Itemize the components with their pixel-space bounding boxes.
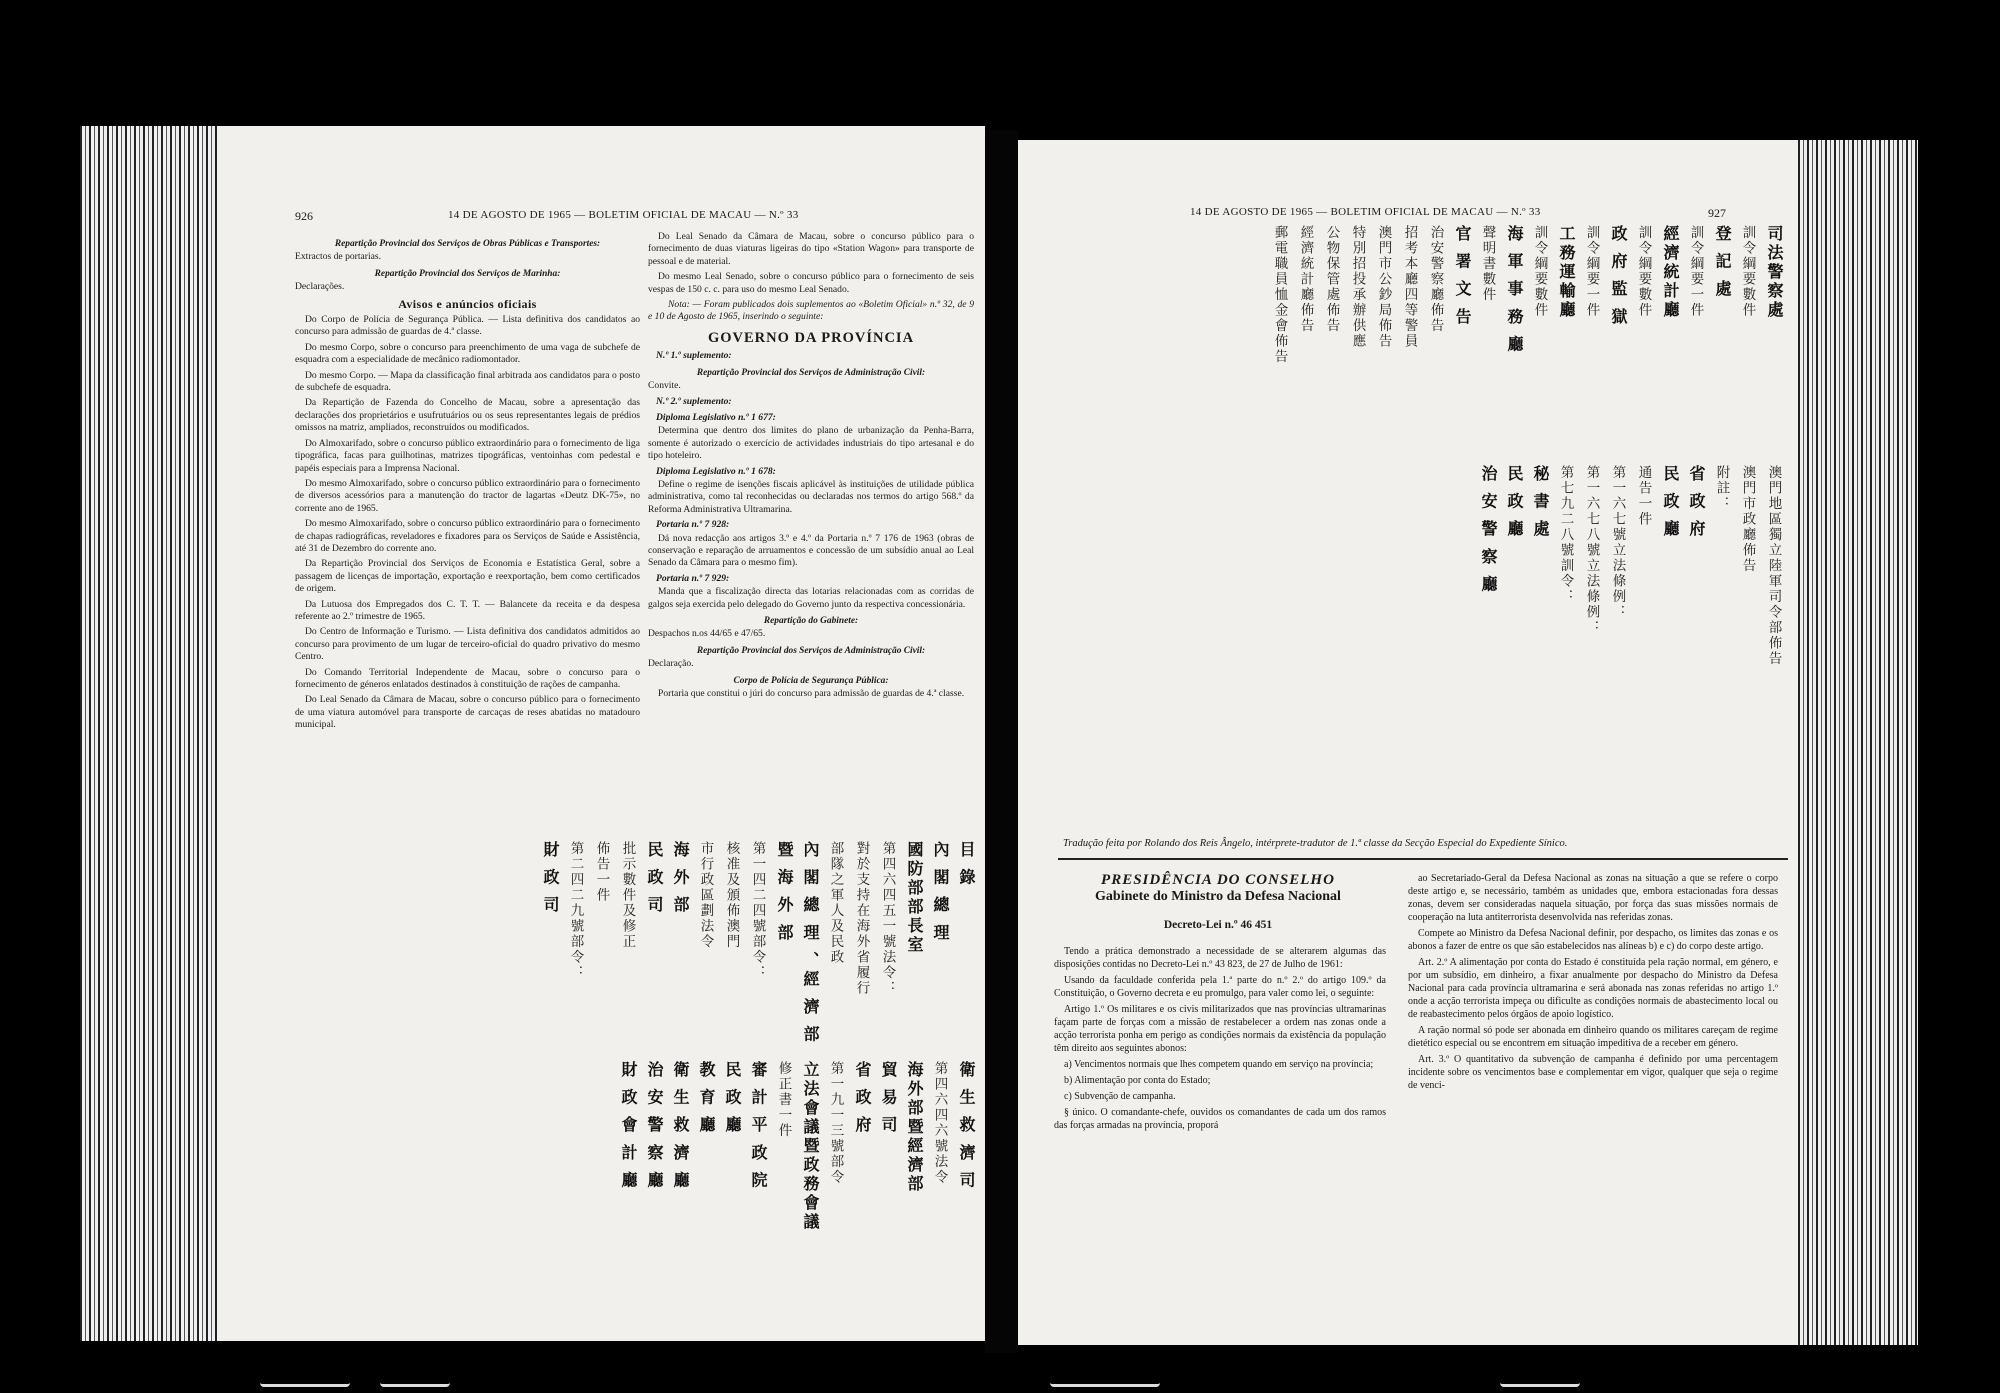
chinese-heading: 治 安 警 察 廳: [1479, 465, 1498, 595]
lbl-line: N.º 1.º suplemento:: [656, 350, 732, 362]
chinese-heading: 海 軍 事 務 廳: [1505, 225, 1524, 355]
chinese-text-column: 對於支持在海外省履行: [853, 841, 870, 996]
chinese-heading: 秘 書 處: [1531, 465, 1550, 540]
chinese-text-column: 部隊之軍人及民政: [827, 841, 844, 965]
paragraph: Tendo a prática demonstrado a necessidade de se alterarem algumas das disposições contidas no Decreto-Lei n.º 43 823, de 27 de Julho de 1961:: [1054, 946, 1386, 970]
chinese-text-lower: [1028, 465, 1788, 705]
scan-artifact: [1050, 1372, 1160, 1387]
left-page: [80, 126, 985, 1341]
chinese-heading: 財 政 會 計 廳: [619, 1061, 638, 1191]
heading-line: Avisos e anúncios oficiais: [398, 296, 537, 311]
paragraph: Do mesmo Corpo. — Mapa da classificação final arbitrada aos candidatos para o posto de subchefe de esquadra.: [295, 369, 640, 394]
chinese-heading: 貿 易 司: [879, 1061, 898, 1136]
lbl-line: Diploma Legislativo n.º 1 678:: [656, 465, 776, 477]
paragraph: Manda que a fiscalização directa das lotarias relacionadas com as corridas de galgos seja exercida pelo delegado do Governo junto da respectiva concessionária.: [648, 586, 974, 610]
chinese-text-column: 特別招投承辦供應: [1349, 225, 1366, 349]
chinese-text-column: 訓令綱要數件: [1531, 225, 1548, 318]
chinese-heading: 民 政 廳: [1661, 465, 1680, 540]
paragraph: Do Leal Senado da Câmara de Macau, sobre o concurso público para o fornecimento de uma viatura automóvel para transporte de carcaças de reses abatidas no matadouro municipal.: [295, 694, 640, 731]
paragraph: Art. 2.º A alimentação por conta do Estado é constituída pela ração normal, em género, e por um subsídio, em dinheiro, a fixar anualmente por despacho do Ministro da Defesa Nacional para cada província ultramarina e será abonada nas zonas referidas no artigo 1.º onde a acção terrorista impeça ou dificulte as condições normais de abastecimento local ou de reabastecimento pelos órgãos de apoio logístico.: [1408, 957, 1778, 1020]
presidencia-title: PRESIDÊNCIA DO CONSELHO: [1101, 872, 1335, 888]
chinese-heading: 教 育 廳: [697, 1061, 716, 1136]
decree-column-2: [1408, 872, 1778, 1095]
paragraph: Do mesmo Almoxarifado, sobre o concurso público extraordinário para o fornecimento de chapas radiográficas, reveladores e fixadores para os Serviços de Saúde e Assistência, até 31 de Dezembro do corrente ano.: [295, 518, 640, 554]
paragraph: Do Corpo de Polícia de Segurança Pública. — Lista definitiva dos candidatos ao concurso para admissão de guardas de 4.ª classe.: [295, 314, 640, 338]
paragraph: b) Alimentação por conta do Estado;: [1064, 1075, 1211, 1086]
chinese-text-column: 澳門市政廳佈告: [1739, 465, 1756, 574]
sub-line: Declarações.: [295, 281, 345, 293]
paragraph: Da Repartição Provincial dos Serviços de Economia e Estatística Geral, sobre a passagem de licenças de importação, exportação e reexportação, bem como certificados de origem.: [295, 558, 640, 595]
summary-column-1: [295, 234, 640, 735]
paragraph: Da Lutuosa dos Empregados dos C. T. T. — Balancete da receita e da despesa referente ao 2.º trimestre de 1965.: [295, 598, 640, 622]
lbl-line: Portaria n.º 7 928:: [656, 519, 730, 531]
chinese-text-column: 佈告一件: [593, 841, 610, 903]
paragraph: Do Almoxarifado, sobre o concurso público extraordinário para o fornecimento de liga tipográfica, facas para guilhotinas, matrizes tipográficas, ventoinhas com pedestal e papéis especiais para a Imprensa Nacional.: [295, 437, 640, 474]
chinese-heading: 省 政 府: [1687, 465, 1706, 540]
chinese-text-column: 第一九一三號部令: [827, 1061, 844, 1185]
chinese-heading: 登 記 處: [1713, 225, 1732, 300]
chinese-heading: 民 政 廳: [1505, 465, 1524, 540]
paragraph: a) Vencimentos normais que lhes competem quando em serviço na província;: [1064, 1059, 1374, 1070]
chinese-text-column: 批示數件及修正: [619, 841, 636, 950]
chinese-text-column: 第七九二八號訓令：: [1557, 465, 1574, 605]
chinese-heading: 暨 海 外 部: [775, 841, 794, 943]
rep-line: Repartição Provincial dos Serviços de Marinha:: [374, 268, 561, 279]
chinese-text-column: 第四六四五一號法令：: [879, 841, 896, 996]
right-page: [1018, 140, 1918, 1345]
paragraph: Portaria que constitui o júri do concurso para admissão de guardas de 4.ª classe.: [658, 688, 965, 699]
rep-line: Repartição Provincial dos Serviços de Obras Públicas e Transportes:: [334, 239, 601, 249]
chinese-heading: 內 閣 總 理: [931, 841, 950, 943]
decreto-title: Decreto-Lei n.º 46 451: [1163, 919, 1273, 931]
rep-line: Repartição Provincial dos Serviços de Administração Civil:: [696, 645, 926, 656]
chinese-text-upper: [1028, 225, 1788, 460]
chinese-text-column: 第四六四六號法令: [931, 1061, 948, 1185]
chinese-text-column: 市行政區劃法令: [697, 841, 714, 950]
chinese-heading: 衛 生 救 濟 廳: [671, 1061, 690, 1191]
chinese-heading: 民 政 司: [645, 841, 664, 916]
paragraph: § único. O comandante-chefe, ouvidos os comandantes de cada um dos ramos das forças armadas na província, proporá: [1054, 1107, 1386, 1131]
chinese-heading: 官 署 文 告: [1453, 225, 1472, 327]
chinese-heading: 民 政 廳: [723, 1061, 742, 1136]
chinese-text-column: 第一六七八號立法條例：: [1583, 465, 1600, 636]
chinese-heading: 司法警察處: [1765, 225, 1784, 320]
chinese-text-column: 經濟統計廳佈告: [1297, 225, 1314, 334]
chinese-heading: 工務運輸廳: [1557, 225, 1576, 320]
divider: [1058, 858, 1788, 860]
paragraph: Do Centro de Informação e Turismo. — Lista definitiva dos candidatos admitidos ao concurso para provimento de um lugar de terceiro-oficial do quadro privativo do mesmo Centro.: [295, 626, 640, 663]
chinese-heading: 省 政 府: [853, 1061, 872, 1136]
decree-header: [1048, 872, 1388, 931]
running-head: 14 DE AGOSTO DE 1965 — BOLETIM OFICIAL DE MACAU — N.º 33: [1190, 206, 1541, 218]
rep-line: Repartição do Gabinete:: [763, 615, 859, 626]
paragraph: Do Leal Senado da Câmara de Macau, sobre o concurso público para o fornecimento de duas viaturas ligeiras do tipo «Station Wagon» para transporte de pessoal e de material.: [648, 231, 974, 267]
gabinete-title: Gabinete do Ministro da Defesa Nacional: [1095, 889, 1341, 904]
chinese-heading: 海外部暨經濟部: [905, 1061, 924, 1194]
page-number: 926: [295, 209, 313, 223]
chinese-text-column: 郵電職員恤金會佈告: [1271, 225, 1288, 365]
book-gutter: [985, 130, 1018, 1360]
chinese-heading: 立法會議暨政務會議: [801, 1061, 820, 1232]
chinese-text-column: 訓令綱要一件: [1687, 225, 1704, 318]
paragraph: Do mesmo Leal Senado, sobre o concurso público para o fornecimento de seis vespas de 150 c. c. para uso do mesmo Leal Senado.: [648, 271, 974, 295]
paragraph: Da Repartição de Fazenda do Concelho de Macau, sobre a apresentação das declarações dos proprietários e usufrutuários ou os seus representantes legais de prédios omissos na matriz, ampliados, reconstruídos ou modificados.: [295, 397, 640, 434]
paragraph: Do Comando Territorial Independente de Macau, sobre o concurso para o fornecimento de géneros enlatados destinados à constituição de rações de campanha.: [295, 666, 640, 690]
paragraph: Nota: — Foram publicados dois suplementos ao «Boletim Oficial» n.º 32, de 9 e 10 de Agosto de 1965, inserindo o seguinte:: [648, 299, 974, 323]
chinese-text-column: 澳門市公鈔局佈告: [1375, 225, 1392, 349]
chinese-heading: 審 計 平 政 院: [749, 1061, 768, 1191]
paragraph: A ração normal só pode ser abonada em dinheiro quando os militares careçam de regime dietético especial ou se encontrem em situação impeditiva de a receber em género.: [1408, 1025, 1778, 1049]
page-number: 927: [1708, 206, 1726, 220]
scan-artifact: [380, 1372, 450, 1387]
chinese-heading: 內 閣 總 理 、經 濟 部: [801, 841, 820, 1045]
paragraph: ao Secretariado-Geral da Defesa Nacional as zonas na situação a que se refere o corpo deste artigo e, se necessário, também as unidades que, embora estacionadas fora dessas zonas, devem ser consideradas naquela situação, por força das suas missões normais de cooperação na luta antiterrorista desenvolvida nas referidas zonas.: [1408, 873, 1778, 923]
chinese-heading: 海 外 部: [671, 841, 690, 916]
chinese-index-lower: [300, 1061, 980, 1301]
paragraph: Compete ao Ministro da Defesa Nacional definir, por despacho, os limites das zonas e os abonos a fazer de entre os que são estabelecidos nas alíneas b) e c) do corpo deste artigo.: [1408, 928, 1778, 952]
lbl-line: Diploma Legislativo n.º 1 677:: [656, 411, 776, 423]
lbl-line: Portaria n.º 7 929:: [656, 572, 730, 584]
chinese-text-column: 聲明書數件: [1479, 225, 1496, 303]
sub-line: Declaração.: [648, 658, 694, 670]
rep-line: Corpo de Polícia de Segurança Pública:: [733, 675, 889, 686]
chinese-text-column: 治安警察廳佈告: [1427, 225, 1444, 334]
scan-artifact: [260, 1372, 350, 1387]
sub-line: Convite.: [648, 380, 681, 392]
page-edges: [80, 126, 220, 1341]
scan-bottom: [0, 1353, 2000, 1393]
chinese-text-column: 第二四二九號部令：: [567, 841, 584, 981]
lbl-line: N.º 2.º suplemento:: [656, 396, 732, 408]
chinese-text-column: 核准及頒佈澳門: [723, 841, 740, 950]
chinese-text-column: 訓令綱要數件: [1739, 225, 1756, 318]
chinese-index-upper: [300, 841, 980, 1056]
sub-line: Despachos n.os 44/65 e 47/65.: [648, 628, 766, 640]
chinese-text-column: 訓令綱要一件: [1583, 225, 1600, 318]
paragraph: Determina que dentro dos limites do plano de urbanização da Penha-Barra, somente é autorizado o exercício de actividades industriais do tipo artesanal e do tipo hoteleiro.: [648, 425, 974, 462]
paragraph: Define o regime de isenções fiscais aplicável às instituições de utilidade pública administrativa, como tal reconhecidas ou declaradas nos termos do artigo 568.º da Reforma Administrativa Ultramarina.: [648, 478, 974, 515]
running-head: 14 DE AGOSTO DE 1965 — BOLETIM OFICIAL DE MACAU — N.º 33: [448, 209, 799, 221]
page-edges: [1798, 140, 1918, 1345]
chinese-text-column: 通告一件: [1635, 465, 1652, 527]
chinese-text-column: 修正書一件: [775, 1061, 792, 1139]
chinese-text-column: 第一四二四號部令：: [749, 841, 766, 981]
chinese-heading: 國防部部長室: [905, 841, 924, 955]
chinese-text-column: 第一六七號立法條例：: [1609, 465, 1626, 620]
paragraph: c) Subvenção de campanha.: [1064, 1091, 1176, 1102]
chinese-heading: 衛 生 救 濟 司: [957, 1061, 976, 1191]
chinese-heading: 經濟統計廳: [1661, 225, 1680, 320]
paragraph: Usando da faculdade conferida pela 1.ª parte do n.º 2.º do artigo 109.º da Constituição, o Governo decreta e eu promulgo, para valer como lei, o seguinte:: [1054, 975, 1386, 999]
chinese-text-column: 公物保管處佈告: [1323, 225, 1340, 334]
chinese-heading: 治 安 警 察 廳: [645, 1061, 664, 1191]
rep-line: Repartição Provincial dos Serviços de Administração Civil:: [696, 367, 926, 378]
decree-column-1: [1054, 945, 1386, 1135]
bigheading-line: GOVERNO DA PROVÍNCIA: [707, 329, 915, 346]
chinese-heading: 目 錄: [957, 841, 976, 888]
translation-note: Tradução feita por Rolando dos Reis Ângelo, intérprete-tradutor de 1.ª classe da Secção Especial do Expediente Sínico.: [1063, 838, 1568, 849]
chinese-text-column: 招考本廳四等警員: [1401, 225, 1418, 349]
paragraph: Do mesmo Almoxarifado, sobre o concurso público extraordinário para o fornecimento de diversos acessórios para a manutenção do tractor de lagartas «Deutz DK-75», no corrente ano de 1965.: [295, 477, 640, 514]
sub-line: Extractos de portarias.: [295, 251, 382, 263]
paragraph: Artigo 1.º Os militares e os civis militarizados que nas províncias ultramarinas façam parte de forças com a missão de restabelecer a ordem nas zonas onde a acção terrorista ponha em perigo as condições normais da existência da população têm direito aos seguintes abonos:: [1054, 1004, 1386, 1054]
chinese-text-column: 澳門地區獨立陸軍司令部佈告: [1765, 465, 1782, 667]
paragraph: Do mesmo Corpo, sobre o concurso para preenchimento de uma vaga de subchefe de esquadra com a especialidade de mecânico radiomontador.: [295, 341, 640, 366]
scan-artifact: [1500, 1372, 1580, 1387]
chinese-text-column: 訓令綱要數件: [1635, 225, 1652, 318]
chinese-heading: 政 府 監 獄: [1609, 225, 1628, 327]
summary-column-2: [648, 231, 974, 703]
chinese-heading: 財 政 司: [541, 841, 560, 916]
chinese-text-column: 附註：: [1713, 465, 1730, 512]
paragraph: Dá nova redacção aos artigos 3.º e 4.º da Portaria n.º 7 176 de 1963 (obras de conservação e reparação de arruamentos e concessão de um subsídio anual ao Leal Senado da Câmara para o mesmo fim).: [648, 532, 974, 569]
paragraph: Art. 3.º O quantitativo da subvenção de campanha é definido por uma percentagem incidente sobre os vencimentos base e complementar em vigor, qualquer que seja o regime de venci-: [1408, 1054, 1778, 1091]
